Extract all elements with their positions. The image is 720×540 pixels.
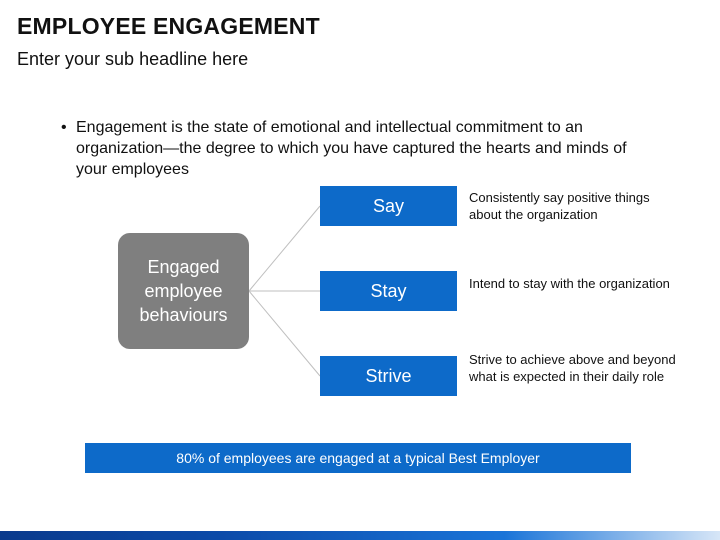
description-say: Consistently say positive things about the organization [469,190,650,222]
bullet-text: Engagement is the state of emotional and intellectual commitment to an organization—the degree to which you have captured the hearts and minds of your employees [76,119,627,178]
center-box-engaged-behaviours: Engaged employee behaviours [118,233,249,349]
slide-title: EMPLOYEE ENGAGEMENT [17,13,320,39]
description-strive: Strive to achieve above and beyond what is expected in their daily role [469,352,676,384]
bottom-decorative-bar [0,531,720,540]
description-stay: Intend to stay with the organization [469,276,670,291]
connector-line-say [249,206,320,291]
stat-banner: 80% of employees are engaged at a typical Best Employer [85,443,631,473]
bullet-icon: • [61,119,67,136]
connector-line-strive [249,291,320,376]
box-say: Say [320,186,457,226]
box-strive: Strive [320,356,457,396]
box-stay: Stay [320,271,457,311]
slide-subtitle: Enter your sub headline here [17,49,249,69]
